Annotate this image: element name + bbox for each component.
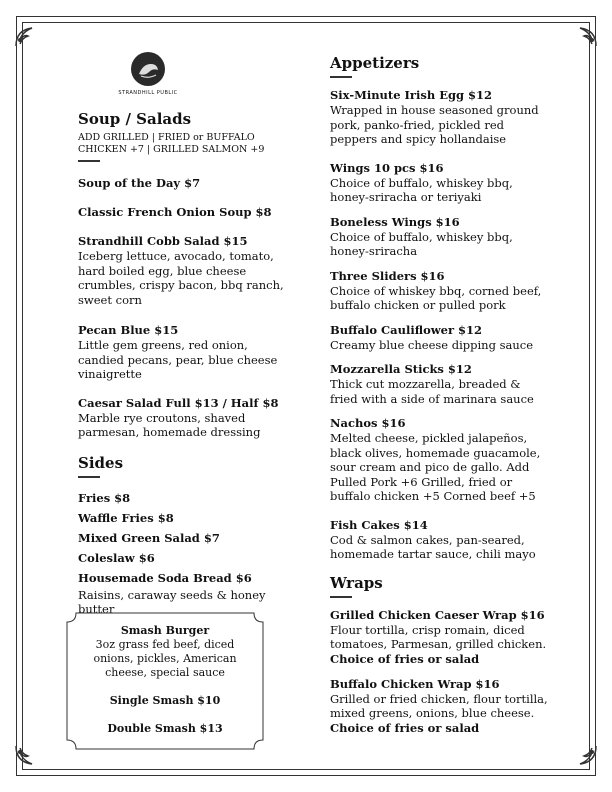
menu-item-title: Soup of the Day $7 [78, 176, 201, 190]
menu-item-title: Caesar Salad Full $13 / Half $8 [78, 395, 279, 410]
menu-item-title: Pecan Blue $15 [78, 323, 179, 337]
menu-item-extra: Choice of fries or salad [330, 720, 480, 735]
menu-item-description: Melted cheese, pickled jalapeños, black olives, homemade guacamole, sour cream and pico de gallo. Add Pulled Pork +6 Grilled, fried or buffalo chicken +5 Corned beef +5 [330, 431, 541, 503]
left-column [78, 110, 290, 617]
divider [78, 160, 100, 162]
menu-item-description: Cod & salmon cakes, pan-seared, homemade tartar sauce, chili mayo [330, 532, 536, 561]
menu-item [78, 234, 290, 307]
menu-item [330, 362, 550, 406]
smash-burger-box [66, 612, 264, 750]
double-smash-price: Double Smash $13 [107, 722, 223, 735]
logo-icon [131, 52, 165, 86]
menu-item-description: Choice of buffalo, whiskey bbq, honey-sriracha [330, 229, 513, 258]
corner-ornament-icon [14, 26, 36, 48]
menu-item-title: Fish Cakes $14 [330, 517, 428, 532]
menu-item-description: Little gem greens, red onion, candied pecans, pear, blue cheese vinaigrette [78, 338, 278, 381]
menu-item-title: Six-Minute Irish Egg $12 [330, 88, 493, 102]
menu-item [330, 677, 550, 736]
menu-item [330, 323, 550, 353]
divider [78, 476, 100, 478]
section-heading-appetizers: Appetizers [330, 54, 420, 72]
corner-ornament-icon [576, 744, 598, 766]
menu-item [330, 416, 550, 504]
menu-item-description: Choice of buffalo, whiskey bbq, honey-sriracha or teriyaki [330, 175, 513, 204]
section-heading-wraps: Wraps [330, 573, 383, 592]
single-smash-price: Single Smash $10 [109, 694, 221, 707]
menu-item-title: Mozzarella Sticks $12 [330, 362, 472, 376]
menu-item-title: Classic French Onion Soup $8 [78, 205, 272, 219]
logo-text: STRANDHILL PUBLIC [118, 90, 178, 96]
corner-ornament-icon [576, 26, 598, 48]
menu-item-title: Buffalo Chicken Wrap $16 [330, 676, 500, 691]
menu-item-title: Grilled Chicken Caeser Wrap $16 [330, 607, 545, 622]
menu-item [78, 396, 290, 440]
menu-item-title: Nachos $16 [330, 416, 406, 430]
logo [108, 52, 188, 96]
menu-item [330, 88, 550, 147]
menu-item-description: Marble rye croutons, shaved parmesan, homemade dressing [78, 410, 261, 439]
menu-item [330, 269, 550, 313]
menu-item [330, 161, 550, 205]
menu-item [330, 518, 550, 562]
menu-item-title: Strandhill Cobb Salad $15 [78, 234, 248, 248]
side-item: Mixed Green Salad $7 [78, 530, 220, 545]
smash-burger-content [66, 624, 264, 736]
menu-item-extra: Choice of fries or salad [330, 651, 480, 666]
add-protein-note: ADD GRILLED | FRIED or BUFFALO CHICKEN +7 | GRILLED SALMON +9 [78, 132, 265, 155]
menu-item-description: Creamy blue cheese dipping sauce [330, 337, 534, 352]
side-item: Waffle Fries $8 [78, 510, 174, 525]
menu-item [78, 176, 290, 191]
menu-item-title: Wings 10 pcs $16 [330, 160, 444, 175]
menu-item [78, 323, 290, 382]
smash-burger-description: 3oz grass fed beef, diced onions, pickles, American cheese, special sauce [93, 638, 237, 679]
menu-item-description: Iceberg lettuce, avocado, tomato, hard boiled egg, blue cheese crumbles, crispy bacon, bbq ranch, sweet corn [78, 249, 284, 307]
divider [330, 596, 352, 598]
menu-item [330, 608, 550, 667]
corner-ornament-icon [14, 744, 36, 766]
smash-burger-title: Smash Burger [120, 624, 210, 637]
section-heading-sides: Sides [78, 453, 124, 472]
menu-item-description: Choice of whiskey bbq, corned beef, buffalo chicken or pulled pork [330, 283, 542, 312]
menu-item-description: Flour tortilla, crisp romain, diced tomatoes, Parmesan, grilled chicken. [330, 622, 547, 651]
menu-item-title: Buffalo Cauliflower $12 [330, 322, 483, 337]
menu-item-title: Boneless Wings $16 [330, 214, 460, 229]
menu-item-description: Thick cut mozzarella, breaded & fried with a side of marinara sauce [330, 377, 534, 406]
side-item: Coleslaw $6 [78, 550, 155, 565]
menu-item [330, 215, 550, 259]
menu-item [78, 205, 290, 220]
menu-item-description: Grilled or fried chicken, flour tortilla, mixed greens, onions, blue cheese. [330, 691, 548, 720]
divider [330, 76, 352, 78]
menu-item-description: Wrapped in house seasoned ground pork, panko-fried, pickled red peppers and spicy hollandaise [330, 103, 539, 146]
side-item: Housemade Soda Bread $6 [78, 570, 252, 585]
menu-item-title: Three Sliders $16 [330, 268, 445, 283]
section-heading-soup-salads: Soup / Salads [78, 110, 192, 128]
side-item: Fries $8 [78, 490, 131, 505]
right-column [330, 54, 550, 746]
side-item-description: Raisins, caraway seeds & honey butter [78, 587, 266, 616]
